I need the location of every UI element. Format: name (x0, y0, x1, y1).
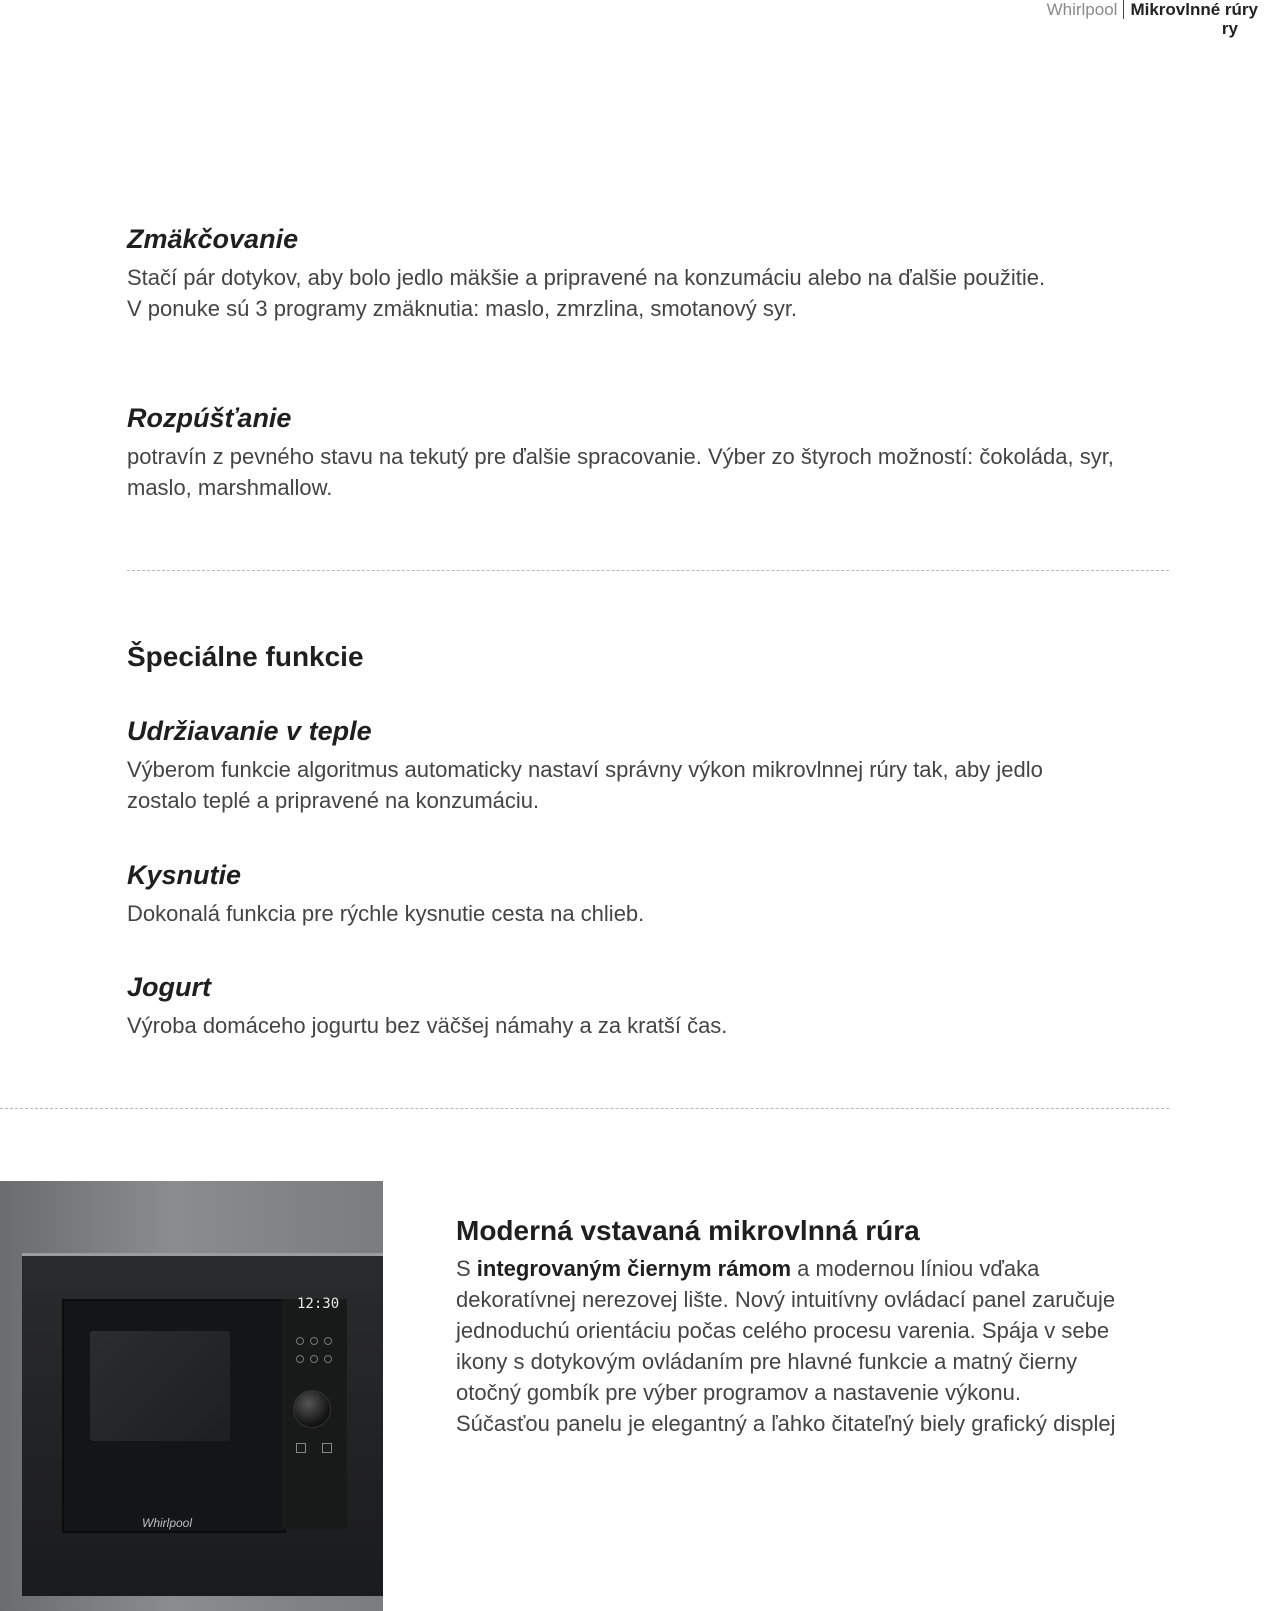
body-line: potravín z pevného stavu na tekutý pre ďalšie spracovanie. Výber zo štyroch možností: čokoláda, syr, (127, 444, 1114, 469)
function-icon (310, 1337, 318, 1345)
start-button-icon (322, 1443, 332, 1453)
special-item-keep-warm (127, 714, 1167, 816)
microwave-window (90, 1331, 230, 1441)
body-line: Súčasťou panelu je elegantný a ľahko čitateľný biely grafický displej (456, 1411, 1116, 1436)
function-icon (296, 1337, 304, 1345)
item-body (127, 898, 1167, 929)
intro-rest: a modernou líniou vďaka (791, 1256, 1040, 1281)
body-line: zostalo teplé a pripravené na konzumáciu. (127, 788, 540, 813)
function-icon (310, 1355, 318, 1363)
brand-name: Whirlpool (1046, 0, 1118, 19)
stop-button-icon (296, 1443, 306, 1453)
intro-bold: integrovaným čiernym rámom (476, 1256, 792, 1281)
appliance-logo: Whirlpool (142, 1516, 193, 1530)
microwave-product-image (0, 1181, 383, 1611)
item-title: Kysnutie (127, 860, 242, 890)
body-line: Dokonalá funkcia pre rýchle kysnutie cesta na chlieb. (127, 901, 645, 926)
special-functions-heading-wrap (127, 640, 1167, 674)
item-title: Jogurt (127, 972, 211, 1002)
section-melting (127, 401, 1167, 503)
body-line: jednoduchú orientáciu počas celého procesu varenia. Spája v sebe (456, 1318, 1110, 1343)
item-title: Udržiavanie v teple (127, 716, 372, 746)
body-line: ikony s dotykovým ovládaním pre hlavné funkcie a matný čierny (456, 1349, 1078, 1374)
special-functions-heading: Špeciálne funkcie (127, 641, 364, 672)
function-icon (324, 1337, 332, 1345)
feature-body (456, 1253, 1156, 1439)
body-line: otočný gombík pre výber programov a nastavenie výkonu. (456, 1380, 1021, 1405)
page-header (1047, 0, 1258, 38)
section-divider (127, 570, 1169, 571)
function-icon (324, 1355, 332, 1363)
section-softening (127, 222, 1167, 324)
body-line: V ponuke sú 3 programy zmäknutia: maslo, zmrzlina, smotanový syr. (127, 296, 798, 321)
section-divider (0, 1108, 1169, 1109)
item-body (127, 1010, 1167, 1041)
intro-start: S (456, 1256, 477, 1281)
feature-block (456, 1213, 1156, 1439)
special-item-yogurt (127, 970, 1167, 1041)
section-body (127, 262, 1167, 324)
category-title: Mikrovlnné rúry (1130, 0, 1258, 19)
body-line: Výberom funkcie algoritmus automaticky nastaví správny výkon mikrovlnnej rúry tak, aby jedlo (127, 757, 1043, 782)
section-body (127, 441, 1167, 503)
body-line: dekoratívnej nerezovej lište. Nový intuitívny ovládací panel zaručuje (456, 1287, 1116, 1312)
section-title: Rozpúšťanie (127, 403, 292, 433)
category-title-wrap: ry (1221, 19, 1238, 38)
body-line: Stačí pár dotykov, aby bolo jedlo mäkšie a pripravené na konzumáciu alebo na ďalšie použitie. (127, 265, 1046, 290)
item-body (127, 754, 1167, 816)
feature-title: Moderná vstavaná mikrovlnná rúra (456, 1215, 920, 1246)
clock-display: 12:30 (297, 1296, 340, 1312)
section-title: Zmäkčovanie (127, 224, 299, 254)
header-separator (1123, 0, 1124, 19)
control-knob (293, 1390, 331, 1428)
body-line: Výroba domáceho jogurtu bez väčšej námahy a za kratší čas. (127, 1013, 728, 1038)
function-icon (296, 1355, 304, 1363)
special-item-proofing (127, 858, 1167, 929)
body-line: maslo, marshmallow. (127, 475, 333, 500)
